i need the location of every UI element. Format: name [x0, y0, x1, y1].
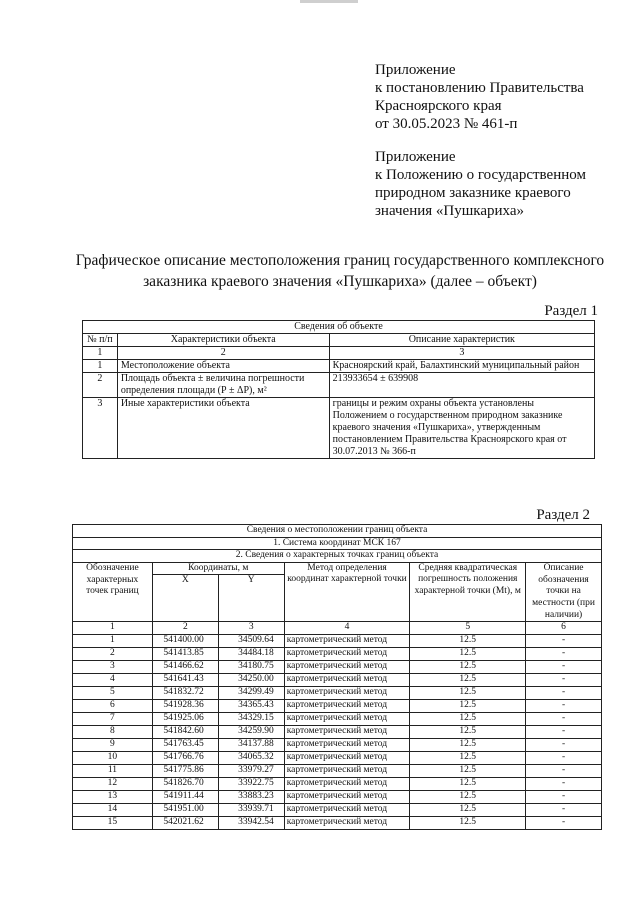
appendix-line: к Положению о государственном [375, 167, 586, 183]
point-y-cell: 34484.18 [218, 647, 284, 660]
point-x-cell: 541832.72 [152, 686, 218, 699]
table-row [73, 816, 602, 829]
point-x-cell: 541466.62 [152, 660, 218, 673]
table-caption: Сведения о местоположении границ объекта [73, 525, 602, 538]
row-num: 1 [83, 360, 118, 373]
point-method-cell: картометрический метод [284, 738, 410, 751]
table-row [83, 373, 595, 398]
point-n-cell: 7 [73, 712, 153, 725]
point-method-cell: картометрический метод [284, 725, 410, 738]
point-method-cell: картометрический метод [284, 686, 410, 699]
point-err-cell: 12.5 [410, 660, 526, 673]
col-number: 1 [73, 622, 153, 635]
point-x-cell: 541413.85 [152, 647, 218, 660]
header-num: № п/п [83, 334, 118, 347]
point-n-cell: 15 [73, 816, 153, 829]
point-method-cell: картометрический метод [284, 751, 410, 764]
point-n-cell: 14 [73, 803, 153, 816]
row-num: 2 [83, 373, 118, 398]
point-y-cell: 34180.75 [218, 660, 284, 673]
boundary-points-table [72, 524, 602, 830]
point-x-cell: 541928.36 [152, 699, 218, 712]
point-err-cell: 12.5 [410, 686, 526, 699]
point-y-cell: 34365.43 [218, 699, 284, 712]
header-coordinates: Координаты, м [152, 562, 284, 575]
point-method-cell: картометрический метод [284, 660, 410, 673]
point-x-cell: 541842.60 [152, 725, 218, 738]
table-row [73, 634, 602, 647]
object-info-table [82, 320, 595, 459]
document-title [60, 250, 620, 292]
col-number: 2 [117, 347, 329, 360]
header-description-top: Описание [526, 562, 602, 575]
row-description: Красноярский край, Балахтинский муниципальный район [329, 360, 594, 373]
point-err-cell: 12.5 [410, 777, 526, 790]
point-y-cell: 34259.90 [218, 725, 284, 738]
point-err-cell: 12.5 [410, 725, 526, 738]
point-n-cell: 6 [73, 699, 153, 712]
point-n-cell: 13 [73, 790, 153, 803]
row-description: границы и режим охраны объекта установлены Положением о государственном природном заказнике краевого значения «Пушкариха», утвержденным постановлением Правительства Красноярского края от 30.07.2013 № 366-п [329, 398, 594, 459]
header-x: X [152, 575, 218, 622]
point-y-cell: 33922.75 [218, 777, 284, 790]
point-desc-cell: - [526, 790, 602, 803]
header-y: Y [218, 575, 284, 622]
point-y-cell: 34299.49 [218, 686, 284, 699]
table-row [73, 725, 602, 738]
row-characteristic: Площадь объекта ± величина погрешности определения площади (Р ± ΔР), м² [117, 373, 329, 398]
section-1-label: Раздел 1 [544, 303, 598, 319]
table-row [73, 790, 602, 803]
col-number: 5 [410, 622, 526, 635]
point-y-cell: 33942.54 [218, 816, 284, 829]
points-caption: 2. Сведения о характерных точках границ объекта [73, 550, 602, 563]
point-desc-cell: - [526, 764, 602, 777]
row-characteristic: Иные характеристики объекта [117, 398, 329, 459]
point-desc-cell: - [526, 712, 602, 725]
appendix-to-resolution [375, 61, 584, 133]
table-row [73, 647, 602, 660]
point-x-cell: 541400.00 [152, 634, 218, 647]
point-n-cell: 8 [73, 725, 153, 738]
point-err-cell: 12.5 [410, 647, 526, 660]
point-x-cell: 542021.62 [152, 816, 218, 829]
point-n-cell: 2 [73, 647, 153, 660]
appendix-line: от 30.05.2023 № 461-п [375, 116, 518, 132]
header-method: Метод определения координат характерной точки [284, 562, 410, 621]
point-err-cell: 12.5 [410, 699, 526, 712]
row-description: 213933654 ± 639908 [329, 373, 594, 398]
point-n-cell: 11 [73, 764, 153, 777]
point-method-cell: картометрический метод [284, 712, 410, 725]
scan-artifact-mark [300, 0, 358, 3]
table-row [73, 673, 602, 686]
appendix-line: Красноярского края [375, 98, 502, 114]
table-row [73, 777, 602, 790]
point-n-cell: 10 [73, 751, 153, 764]
header-description-bottom: обозначения точки на местности (при наличии) [526, 575, 602, 622]
point-x-cell: 541951.00 [152, 803, 218, 816]
point-x-cell: 541641.43 [152, 673, 218, 686]
point-desc-cell: - [526, 816, 602, 829]
point-n-cell: 12 [73, 777, 153, 790]
point-y-cell: 33939.71 [218, 803, 284, 816]
point-method-cell: картометрический метод [284, 803, 410, 816]
point-desc-cell: - [526, 738, 602, 751]
appendix-line: к постановлению Правительства [375, 80, 584, 96]
point-desc-cell: - [526, 751, 602, 764]
col-number: 6 [526, 622, 602, 635]
point-n-cell: 9 [73, 738, 153, 751]
point-desc-cell: - [526, 803, 602, 816]
appendix-line: значения «Пушкариха» [375, 203, 525, 219]
point-y-cell: 33979.27 [218, 764, 284, 777]
point-method-cell: картометрический метод [284, 699, 410, 712]
point-err-cell: 12.5 [410, 816, 526, 829]
header-designation-bottom: характерных точек границ [73, 575, 153, 622]
point-desc-cell: - [526, 647, 602, 660]
section-2-label: Раздел 2 [536, 507, 590, 523]
table-row [73, 686, 602, 699]
point-desc-cell: - [526, 660, 602, 673]
point-n-cell: 4 [73, 673, 153, 686]
table-row [83, 398, 595, 459]
point-err-cell: 12.5 [410, 738, 526, 751]
point-method-cell: картометрический метод [284, 634, 410, 647]
table-row [73, 751, 602, 764]
point-desc-cell: - [526, 777, 602, 790]
appendix-to-regulation [375, 148, 586, 220]
point-n-cell: 1 [73, 634, 153, 647]
row-characteristic: Местоположение объекта [117, 360, 329, 373]
point-desc-cell: - [526, 725, 602, 738]
title-line: заказника краевого значения «Пушкариха» (далее – объект) [143, 273, 537, 290]
title-line: Графическое описание местоположения границ государственного комплексного [75, 252, 605, 269]
coordinate-system-caption: 1. Система координат МСК 167 [73, 537, 602, 550]
point-desc-cell: - [526, 634, 602, 647]
point-n-cell: 3 [73, 660, 153, 673]
point-err-cell: 12.5 [410, 764, 526, 777]
appendix-line: природном заказнике краевого [375, 185, 571, 201]
col-number: 1 [83, 347, 118, 360]
point-method-cell: картометрический метод [284, 816, 410, 829]
points-body [73, 634, 602, 829]
point-method-cell: картометрический метод [284, 764, 410, 777]
point-n-cell: 5 [73, 686, 153, 699]
appendix-line: Приложение [375, 62, 456, 78]
table-row [73, 803, 602, 816]
point-x-cell: 541911.44 [152, 790, 218, 803]
col-number: 3 [218, 622, 284, 635]
point-err-cell: 12.5 [410, 634, 526, 647]
point-y-cell: 34250.00 [218, 673, 284, 686]
appendix-line: Приложение [375, 149, 456, 165]
table-row [83, 360, 595, 373]
point-x-cell: 541766.76 [152, 751, 218, 764]
point-err-cell: 12.5 [410, 712, 526, 725]
point-method-cell: картометрический метод [284, 673, 410, 686]
point-y-cell: 33883.23 [218, 790, 284, 803]
col-number: 3 [329, 347, 594, 360]
table-caption: Сведения об объекте [83, 321, 595, 334]
table-row [73, 738, 602, 751]
table-row [73, 660, 602, 673]
point-y-cell: 34509.64 [218, 634, 284, 647]
point-desc-cell: - [526, 686, 602, 699]
header-description: Описание характеристик [329, 334, 594, 347]
header-designation-top: Обозначение [73, 562, 153, 575]
table-row [73, 712, 602, 725]
point-x-cell: 541826.70 [152, 777, 218, 790]
row-num: 3 [83, 398, 118, 459]
point-y-cell: 34329.15 [218, 712, 284, 725]
point-x-cell: 541775.86 [152, 764, 218, 777]
point-x-cell: 541925.06 [152, 712, 218, 725]
point-err-cell: 12.5 [410, 673, 526, 686]
point-err-cell: 12.5 [410, 751, 526, 764]
table-row [73, 699, 602, 712]
header-characteristics: Характеристики объекта [117, 334, 329, 347]
point-x-cell: 541763.45 [152, 738, 218, 751]
point-desc-cell: - [526, 673, 602, 686]
header-error: Средняя квадратическая погрешность положения характерной точки (Mt), м [410, 562, 526, 621]
point-y-cell: 34137.88 [218, 738, 284, 751]
table-row [73, 764, 602, 777]
point-desc-cell: - [526, 699, 602, 712]
col-number: 4 [284, 622, 410, 635]
col-number: 2 [152, 622, 218, 635]
point-err-cell: 12.5 [410, 803, 526, 816]
point-method-cell: картометрический метод [284, 647, 410, 660]
point-y-cell: 34065.32 [218, 751, 284, 764]
point-method-cell: картометрический метод [284, 777, 410, 790]
point-err-cell: 12.5 [410, 790, 526, 803]
point-method-cell: картометрический метод [284, 790, 410, 803]
